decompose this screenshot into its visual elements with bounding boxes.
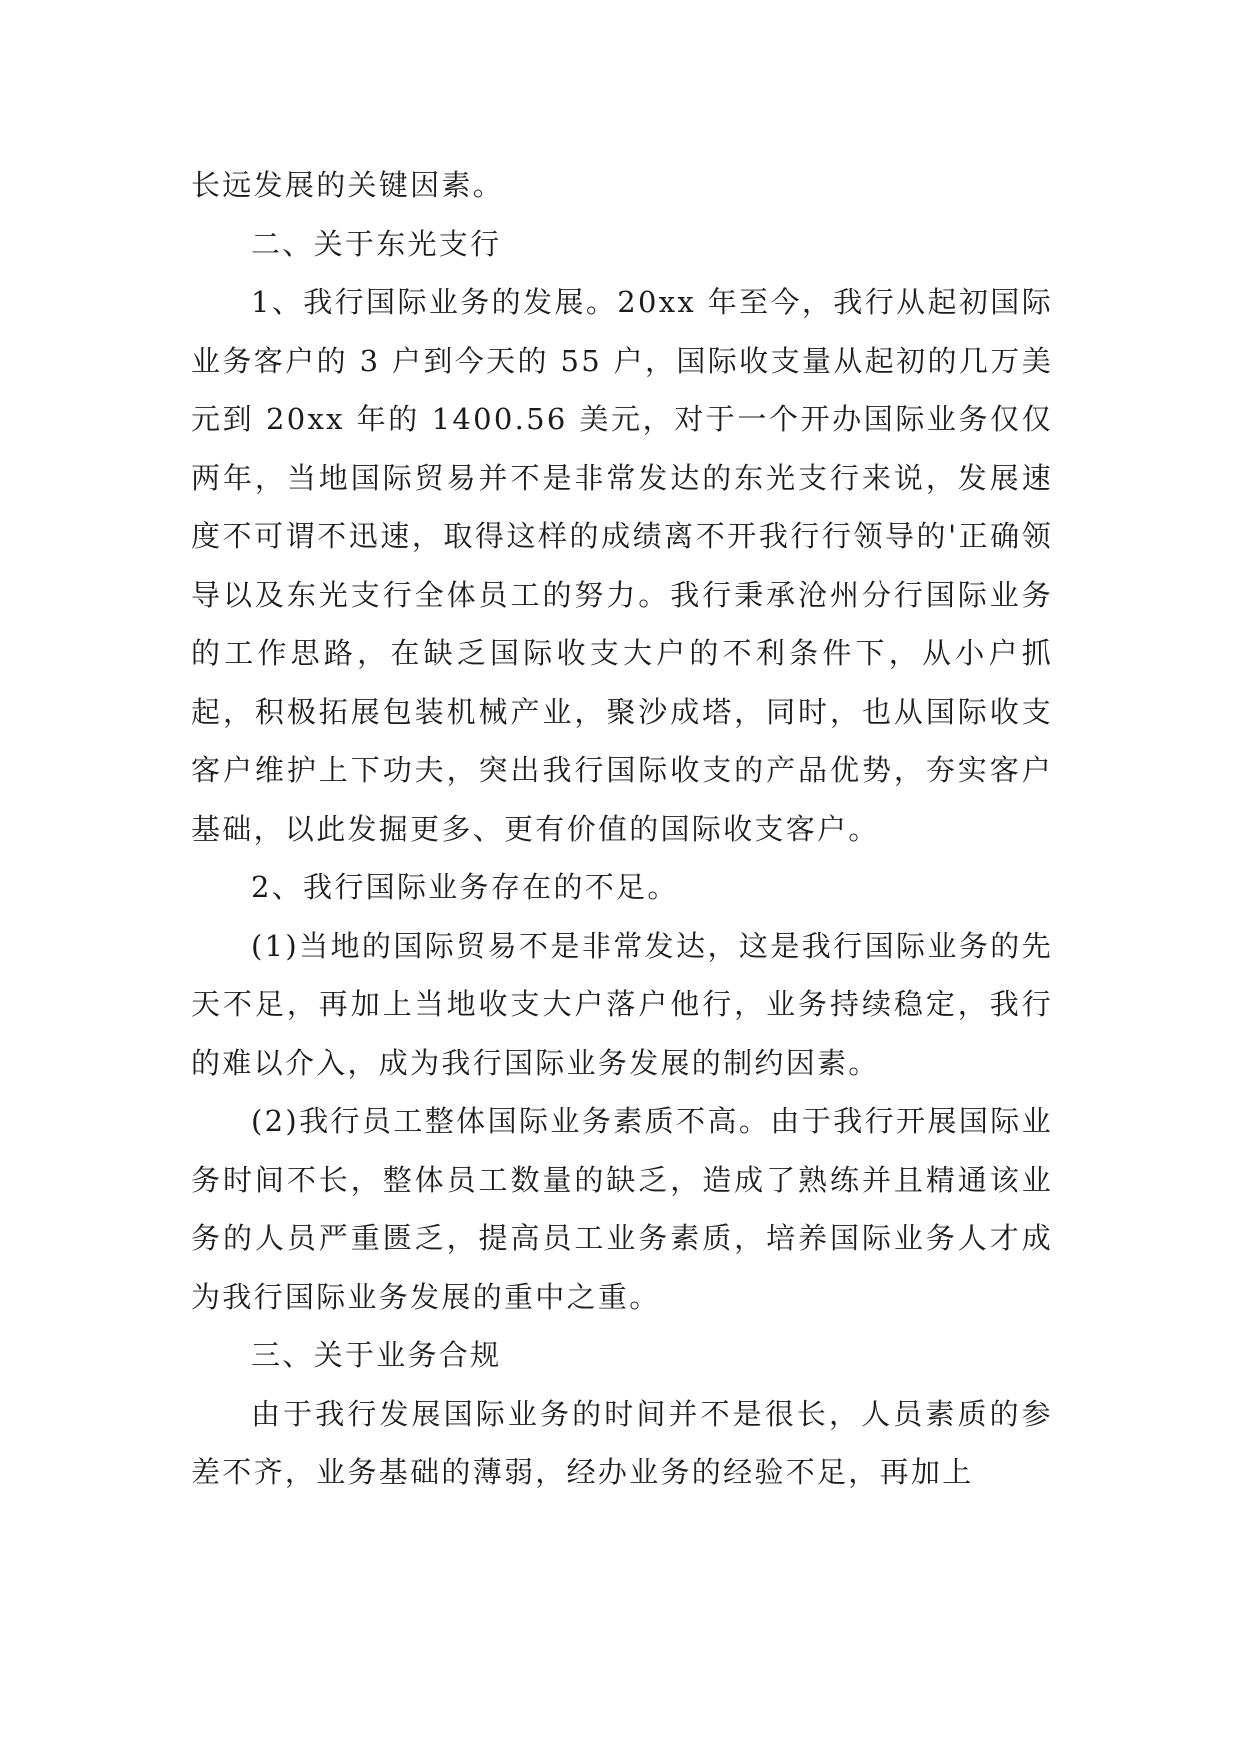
- paragraph-continuation: 长远发展的关键因素。: [191, 168, 505, 202]
- paragraph-shortcoming-2: (2)我行员工整体国际业务素质不高。由于我行开展国际业务时间不长，整体员工数量的缺乏，造成了熟练并且精通该业务的人员严重匮乏，提高员工业务素质，培养国际业务人才成为我行国际业务发展的重中之重。: [191, 1104, 1053, 1314]
- section-heading-compliance: 三、关于业务合规: [251, 1338, 502, 1372]
- paragraph-compliance: 由于我行发展国际业务的时间并不是很长，人员素质的参差不齐，业务基础的薄弱，经办业务的经验不足，再加上: [191, 1396, 1053, 1489]
- paragraph-business-development: 1、我行国际业务的发展。20xx 年至今，我行从起初国际业务客户的 3 户到今天的 55 户，国际收支量从起初的几万美元到 20xx 年的 1400.56 美元，对于一个开办国际业务仅仅两年，当地国际贸易并不是非常发达的东光支行来说，发展速度不可谓不迅速，取得这样的成绩离不开我行行领导的'正确领导以及东光支行全体员工的努力。我行秉承沧州分行国际业务的工作思路，在缺乏国际收支大户的不利条件下，从小户抓起，积极拓展包装机械产业，聚沙成塔，同时，也从国际收支客户维护上下功夫，突出我行国际收支的产品优势，夯实客户基础，以此发掘更多、更有价值的国际收支客户。: [191, 285, 1053, 846]
- section-heading-dongguang-branch: 二、关于东光支行: [251, 226, 502, 261]
- document-body: [191, 156, 1053, 1502]
- paragraph-shortcoming-1: (1)当地的国际贸易不是非常发达，这是我行国际业务的先天不足，再加上当地收支大户落户他行，业务持续稳定，我行的难以介入，成为我行国际业务发展的制约因素。: [191, 928, 1053, 1080]
- paragraph-shortcomings-heading: 2、我行国际业务存在的不足。: [251, 870, 679, 904]
